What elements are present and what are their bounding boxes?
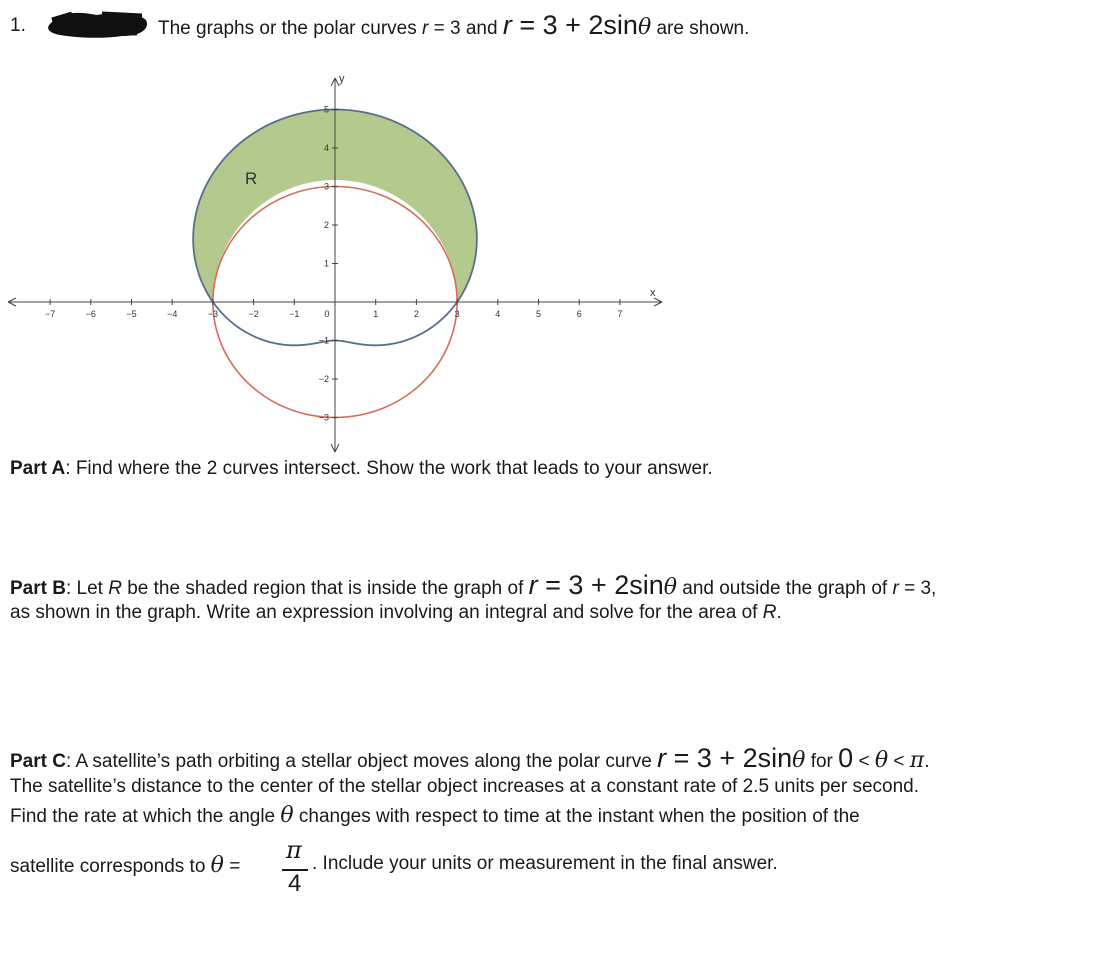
part-b-line2: as shown in the graph. Write an expression involving an integral and solve for the area of R. xyxy=(10,602,782,623)
x-tick-label: 3 xyxy=(454,309,460,319)
fraction-numerator: π xyxy=(286,836,302,864)
x-tick-label: −5 xyxy=(126,309,137,319)
y-tick-label: 2 xyxy=(323,220,329,230)
question-number: 1. xyxy=(10,15,26,36)
part-c-line3: Find the rate at which the angle θ changes with respect to time at the instant when the position of the xyxy=(10,803,860,828)
y-tick-label: 1 xyxy=(323,258,329,269)
x-tick-label: 5 xyxy=(535,309,542,319)
x-tick-label: −2 xyxy=(248,309,259,319)
x-tick-label: −4 xyxy=(167,309,178,319)
part-a-label: Part A xyxy=(10,458,66,479)
x-axis-label: x xyxy=(650,287,656,299)
part-c-label: Part C xyxy=(10,751,66,772)
y-tick-label: 5 xyxy=(323,104,329,115)
y-tick-label: 3 xyxy=(323,181,329,192)
x-tick-label: 6 xyxy=(576,309,582,319)
pi-over-4-fraction xyxy=(280,836,310,902)
x-tick-label: 7 xyxy=(617,309,623,319)
y-axis-label: y xyxy=(339,73,345,85)
x-tick-label: −7 xyxy=(44,309,56,319)
x-tick-label: −6 xyxy=(85,309,96,319)
x-tick-label: 1 xyxy=(373,309,379,319)
part-c-line4-tail: . Include your units or measurement in the final answer. xyxy=(312,853,778,874)
part-c-line2: The satellite’s distance to the center of the stellar object increases at a constant rate of 2.5 units per second. xyxy=(10,776,920,797)
y-tick-label: −3 xyxy=(318,412,329,423)
y-tick-label: −2 xyxy=(318,374,329,384)
x-tick-label: 4 xyxy=(495,309,501,319)
region-label: R xyxy=(245,169,258,188)
plot-group xyxy=(8,78,662,452)
curve-r: r xyxy=(502,10,512,40)
x-tick-label: −3 xyxy=(207,309,219,319)
part-c-line4: satellite corresponds to θ = xyxy=(10,853,241,878)
polar-graph xyxy=(0,66,680,458)
intro-text: The graphs or the polar curves r = 3 and r = 3 + 2sinθ are shown. xyxy=(158,10,750,40)
part-c-line1: Part C: A satellite’s path orbiting a stellar object moves along the polar curve r = 3 + 2sinθ for 0 < θ < π. xyxy=(10,743,930,773)
part-b-label: Part B xyxy=(10,578,66,599)
redaction-scribble xyxy=(42,6,152,42)
x-tick-label: 2 xyxy=(413,309,419,319)
part-a: Part A: Find where the 2 curves intersect. Show the work that leads to your answer. xyxy=(10,458,713,479)
x-tick-label: −1 xyxy=(289,309,300,319)
y-tick-label: 4 xyxy=(323,143,329,153)
fraction-denominator: 4 xyxy=(288,870,302,897)
x-tick-label: 0 xyxy=(324,309,330,319)
y-tick-label: −1 xyxy=(318,335,329,346)
part-b-line1: Part B: Let R be the shaded region that is inside the graph of r = 3 + 2sinθ and outside the graph of r = 3, xyxy=(10,570,937,600)
